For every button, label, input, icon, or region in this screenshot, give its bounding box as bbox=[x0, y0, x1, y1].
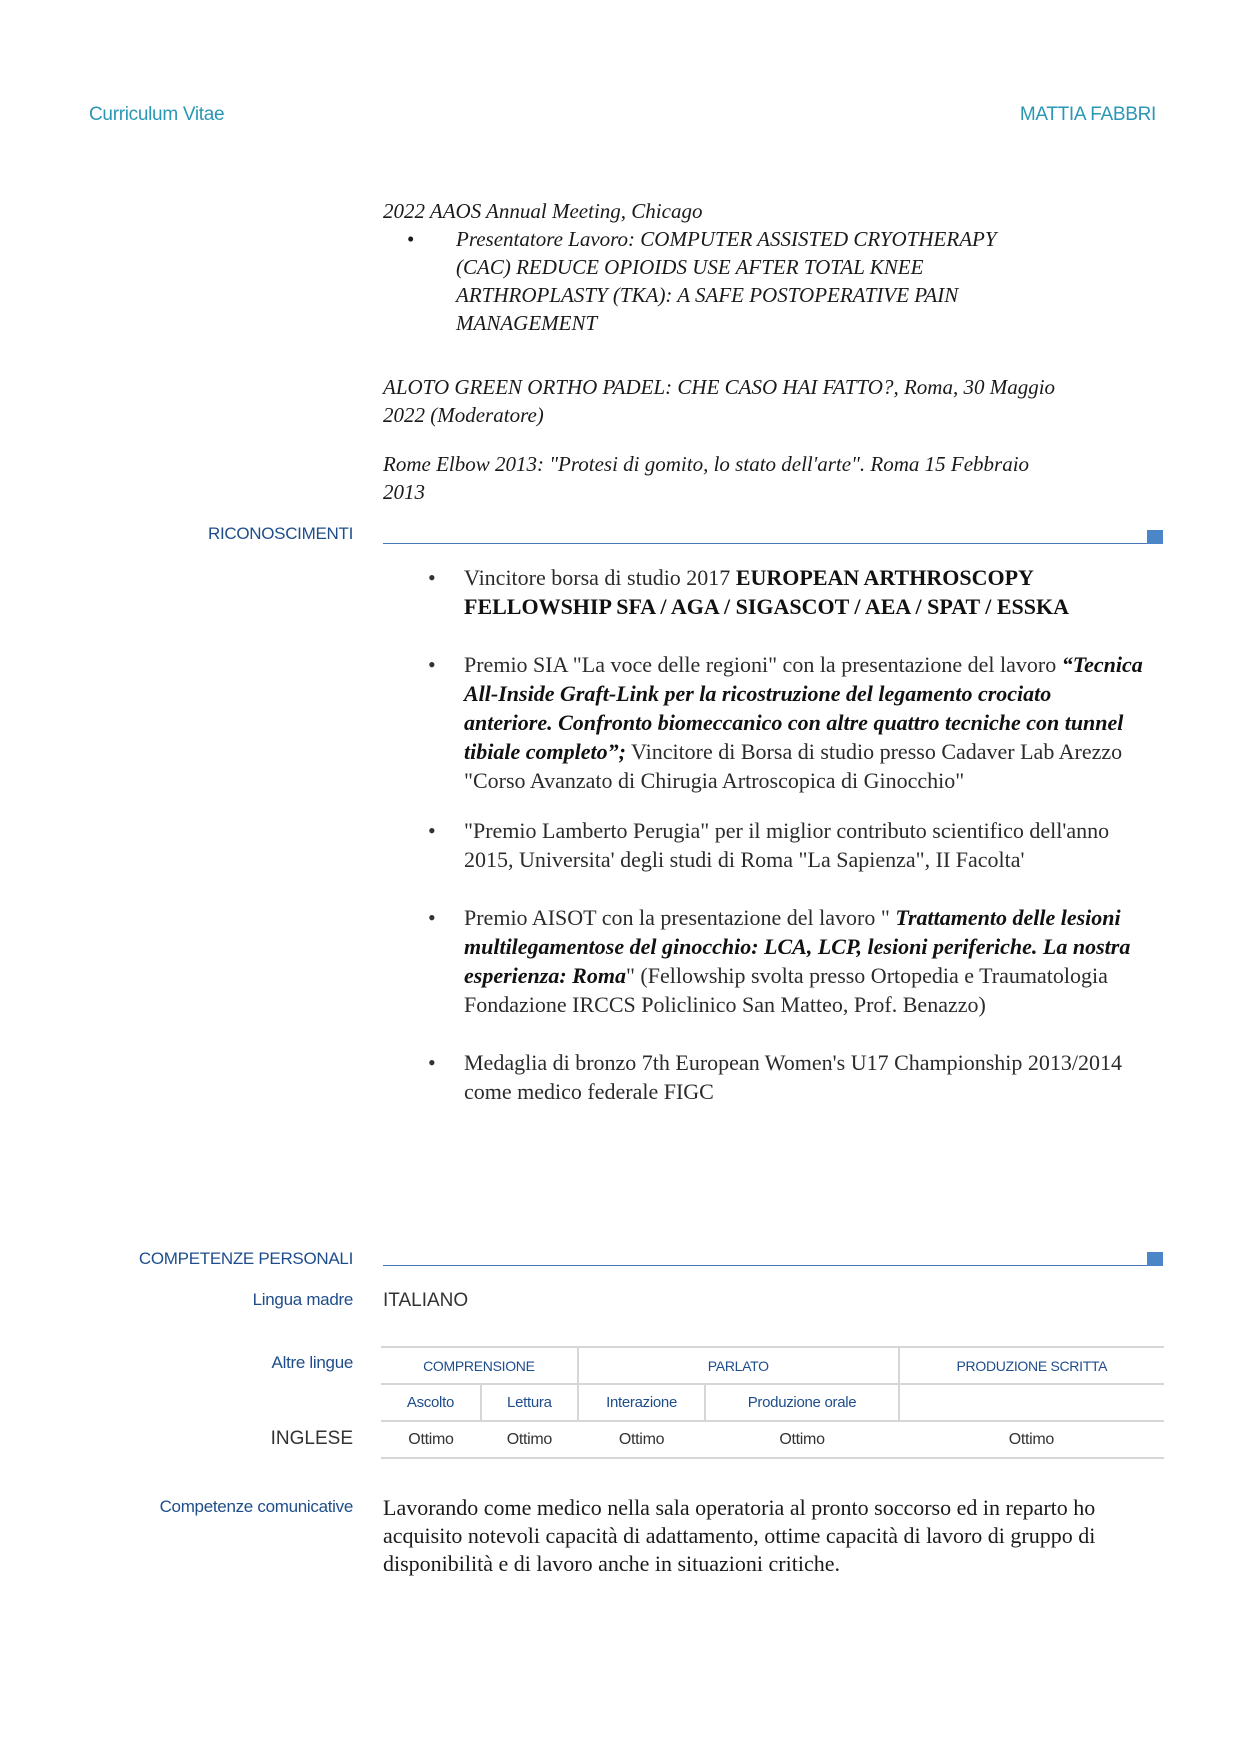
list-item bbox=[383, 816, 1144, 874]
cv-header-name: MATTIA FABBRI bbox=[1019, 104, 1156, 125]
event-aloto: ALOTO GREEN ORTHO PADEL: CHE CASO HAI FATTO?, Roma, 30 Maggio 2022 (Moderatore) bbox=[383, 375, 1056, 427]
section-marker bbox=[1147, 1252, 1163, 1266]
level-interazione: Ottimo bbox=[578, 1421, 706, 1458]
lingua-madre-label: Lingua madre bbox=[252, 1290, 353, 1309]
header-parlato: PARLATO bbox=[578, 1347, 899, 1384]
subheader-ascolto: Ascolto bbox=[381, 1384, 481, 1421]
section-title-competenze: COMPETENZE PERSONALI bbox=[138, 1249, 353, 1268]
award-1-bold: EUROPEAN ARTHROSCOPY FELLOWSHIP SFA / AGA / SIGASCOT / AEA / SPAT / ESSKA bbox=[464, 565, 1069, 619]
subheader-lettura: Lettura bbox=[481, 1384, 578, 1421]
subheader-produzione-orale: Produzione orale bbox=[705, 1384, 898, 1421]
competenze-comunicative-label: Competenze comunicative bbox=[159, 1497, 353, 1516]
award-2-title: “Tecnica All-Inside Graft-Link per la ricostruzione del legamento crociato anteriore. Confronto biomeccanico con altre quattro tecniche con tunnel tibiale completo”; bbox=[464, 652, 1143, 764]
award-2-detail: Vincitore di Borsa di studio presso Cadaver Lab Arezzo "Corso Avanzato di Chirugia Artroscopica di Ginocchio" bbox=[464, 739, 1123, 793]
cv-header-title: Curriculum Vitae bbox=[89, 104, 225, 125]
event-aaos bbox=[383, 197, 1011, 337]
section-divider bbox=[383, 543, 1163, 544]
language-name: INGLESE bbox=[270, 1428, 353, 1449]
list-item bbox=[383, 563, 1144, 621]
section-divider bbox=[383, 1265, 1163, 1266]
level-lettura: Ottimo bbox=[481, 1421, 578, 1458]
subheader-interazione: Interazione bbox=[578, 1384, 706, 1421]
header-produzione-scritta: PRODUZIONE SCRITTA bbox=[899, 1347, 1164, 1384]
event-aaos-list bbox=[383, 225, 1011, 337]
list-item bbox=[383, 903, 1144, 1019]
lingua-madre-value: ITALIANO bbox=[383, 1290, 469, 1311]
competenze-comunicative-text: Lavorando come medico nella sala operatoria al pronto soccorso ed in reparto ho acquisito notevoli capacità di adattamento, ottime capacità di lavoro di gruppo di disponibilità e di lavoro anche in situazioni critiche. bbox=[383, 1495, 1096, 1576]
level-produzione-orale: Ottimo bbox=[705, 1421, 898, 1458]
list-item bbox=[383, 225, 1011, 337]
award-4-detail: " (Fellowship svolta presso Ortopedia e Traumatologia Fondazione IRCCS Policlinico San Matteo, Prof. Benazzo) bbox=[464, 963, 1108, 1017]
award-2-text: Premio SIA "La voce delle regioni" con la presentazione del lavoro bbox=[464, 652, 1062, 677]
section-marker bbox=[1147, 530, 1163, 544]
list-item bbox=[383, 1048, 1144, 1106]
event-rome-elbow: Rome Elbow 2013: "Protesi di gomito, lo stato dell'arte". Roma 15 Febbraio 2013 bbox=[383, 452, 1030, 504]
language-table bbox=[381, 1346, 1164, 1459]
award-5-text: Medaglia di bronzo 7th European Women's U17 Championship 2013/2014 come medico federale FIGC bbox=[464, 1050, 1123, 1104]
event-aaos-title: 2022 AAOS Annual Meeting, Chicago bbox=[383, 199, 703, 223]
section-title-riconoscimenti: RICONOSCIMENTI bbox=[207, 524, 353, 543]
level-produzione-scritta: Ottimo bbox=[899, 1421, 1164, 1458]
level-ascolto: Ottimo bbox=[381, 1421, 481, 1458]
event-aaos-bullet: Presentatore Lavoro: COMPUTER ASSISTED CRYOTHERAPY (CAC) REDUCE OPIOIDS USE AFTER TOTAL KNEE ARTHROPLASTY (TKA): A SAFE POSTOPERATIVE PAIN MANAGEMENT bbox=[456, 227, 997, 335]
award-4-text: Premio AISOT con la presentazione del lavoro " bbox=[464, 905, 896, 930]
award-4-title: Trattamento delle lesioni multilegamentose del ginocchio: LCA, LCP, lesioni periferiche. La nostra esperienza: Roma bbox=[464, 905, 1131, 988]
subheader-empty bbox=[899, 1384, 1164, 1421]
list-item bbox=[383, 650, 1144, 795]
award-3-text: "Premio Lamberto Perugia" per il miglior contributo scientifico dell'anno 2015, Universita' degli studi di Roma "La Sapienza", II Facolta' bbox=[464, 818, 1110, 872]
header-comprensione: COMPRENSIONE bbox=[381, 1347, 578, 1384]
table-row bbox=[381, 1421, 1164, 1458]
award-1-text: Vincitore borsa di studio 2017 bbox=[464, 565, 736, 590]
altre-lingue-label: Altre lingue bbox=[271, 1353, 353, 1372]
awards-list bbox=[383, 563, 1163, 1106]
